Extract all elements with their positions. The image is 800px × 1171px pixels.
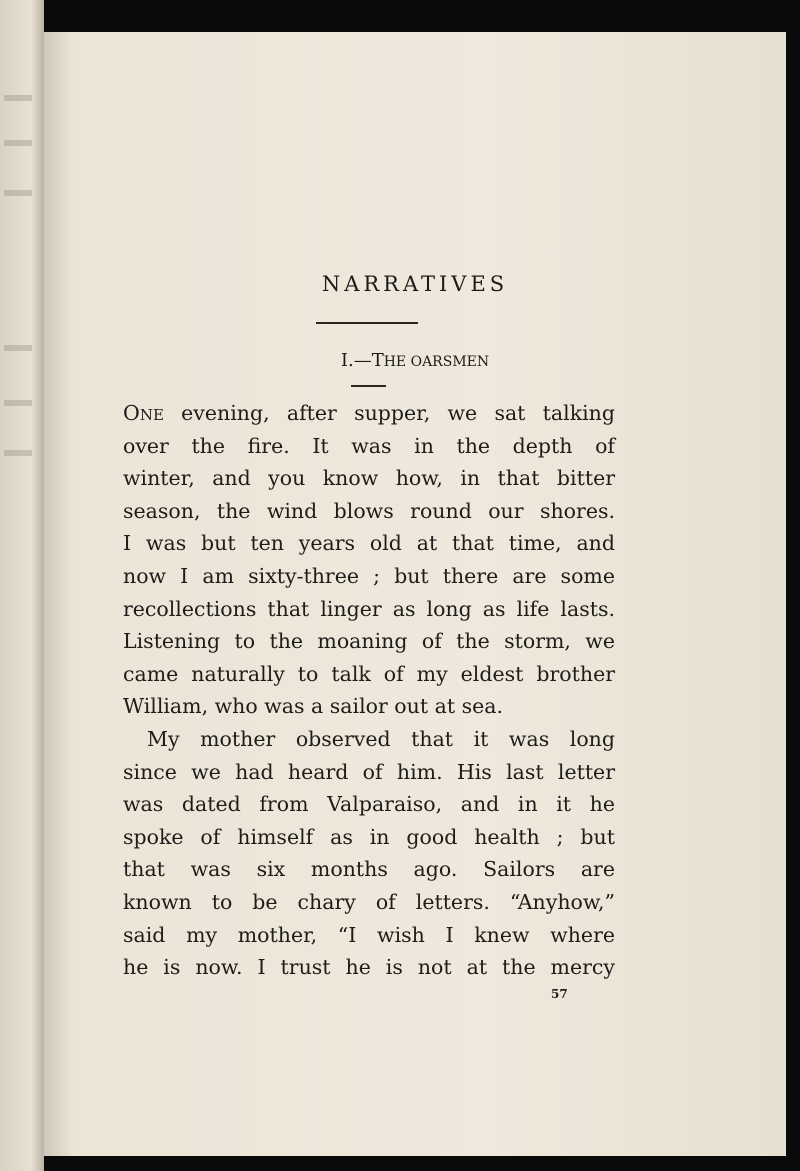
text-line: My mother observed that it was long — [147, 726, 615, 751]
bleed-through-text — [4, 190, 32, 196]
bleed-through-text — [4, 450, 32, 456]
book-page — [44, 32, 786, 1156]
bleed-through-text — [4, 400, 32, 406]
text-line: recollections that linger as long as life lasts. — [123, 596, 615, 621]
facing-page-edge — [0, 0, 44, 1171]
text-line: said my mother, “I wish I knew where — [123, 922, 615, 947]
text-line: Listening to the moaning of the storm, we — [123, 629, 615, 654]
body-text — [123, 397, 615, 984]
bleed-through-text — [4, 140, 32, 146]
text-line: came naturally to talk of my eldest brother — [123, 661, 615, 686]
text-line: known to be chary of letters. “Anyhow,” — [123, 889, 615, 914]
bleed-through-text — [4, 95, 32, 101]
title-divider — [316, 322, 418, 324]
chapter-divider — [351, 385, 386, 387]
text-line: winter, and you know how, in that bitter — [123, 466, 615, 491]
text-line: over the fire. It was in the depth of — [123, 433, 615, 458]
text-line: that was six months ago. Sailors are — [123, 857, 615, 882]
text-line: now I am sixty-three ; but there are some — [123, 563, 615, 588]
text-line: season, the wind blows round our shores. — [123, 498, 615, 523]
text-line: ONE evening, after supper, we sat talking — [123, 401, 615, 425]
bleed-through-text — [4, 345, 32, 351]
chapter-title-rest: HE OARSMEN — [383, 354, 490, 370]
text-line: was dated from Valparaiso, and in it he — [123, 792, 615, 817]
text-line: since we had heard of him. His last letter — [123, 759, 615, 784]
chapter-title — [44, 350, 786, 371]
text-line: he is now. I trust he is not at the mercy — [123, 955, 615, 980]
text-line: William, who was a sailor out at sea. — [123, 694, 503, 719]
section-title: NARRATIVES — [321, 272, 509, 296]
text-line: spoke of himself as in good health ; but — [123, 824, 615, 849]
page-number: 57 — [551, 987, 568, 1001]
text-line: I was but ten years old at that time, and — [123, 531, 615, 556]
chapter-title-prefix: I.—T — [340, 350, 384, 371]
